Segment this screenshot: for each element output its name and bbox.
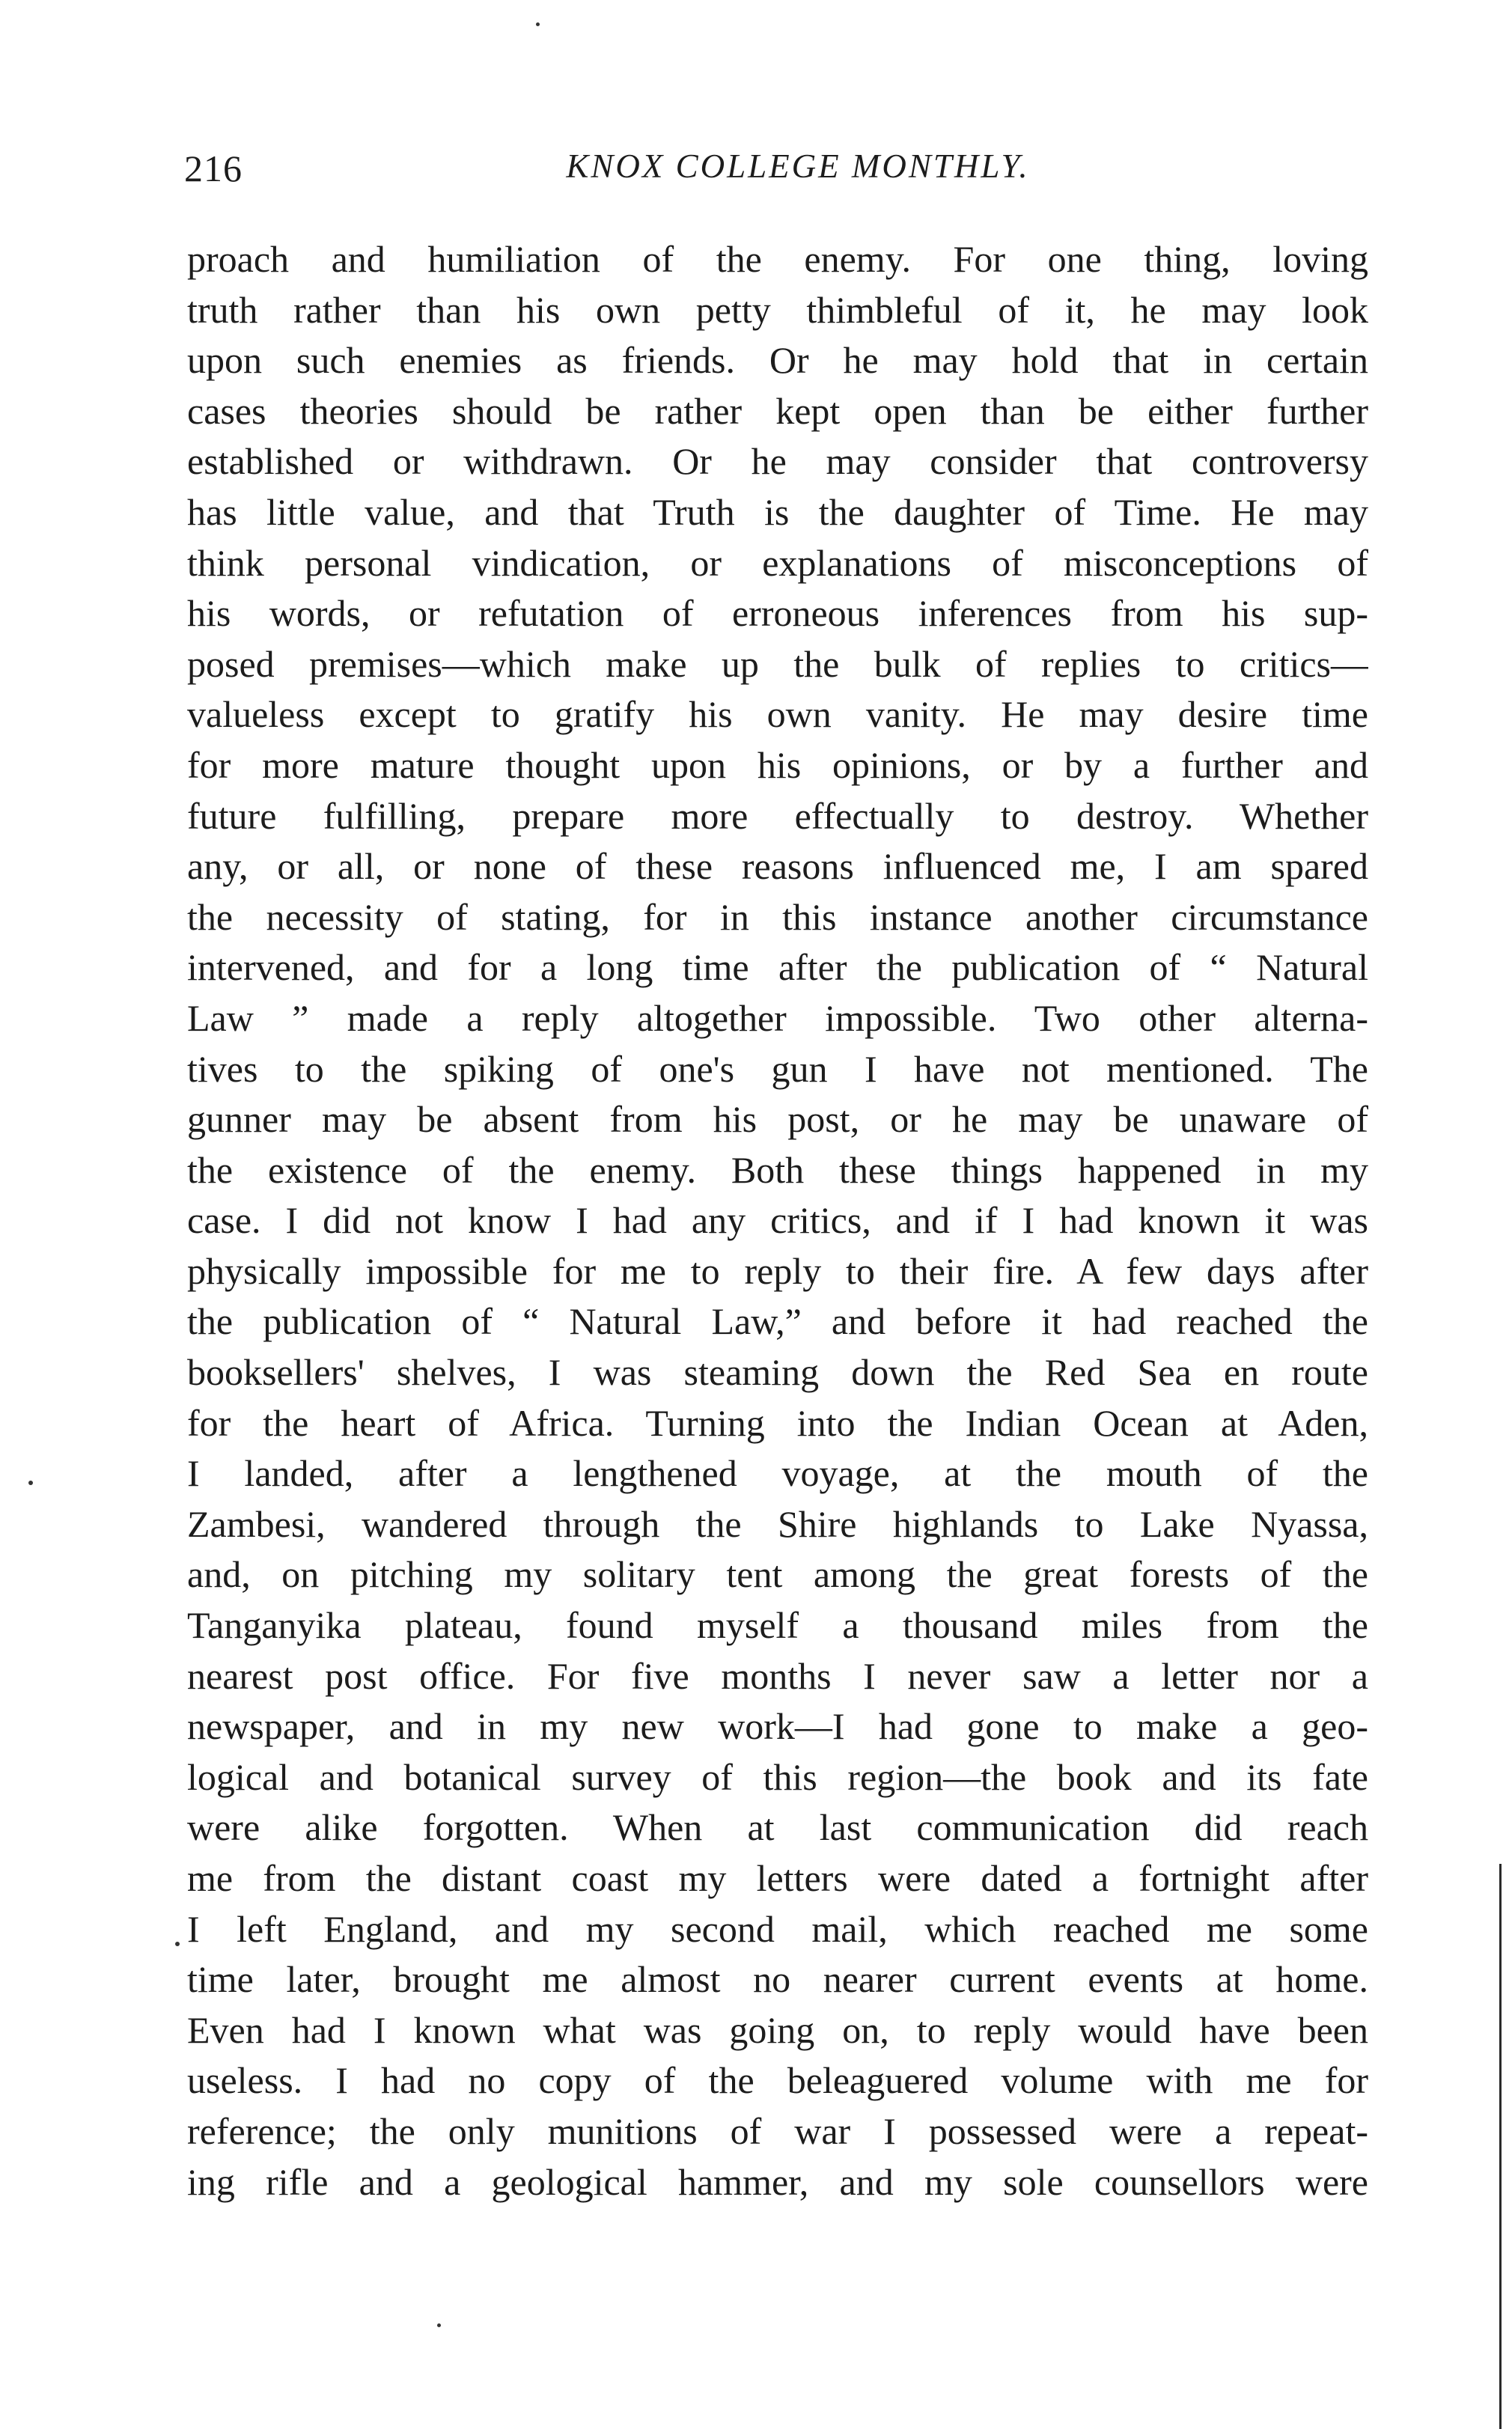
text-line: future fulfilling, prepare more effectually to destroy. Whether bbox=[187, 794, 1368, 837]
text-line: gunner may be absent from his post, or he may be unaware of bbox=[187, 1098, 1368, 1141]
text-line: I landed, after a lengthened voyage, at the mouth of the bbox=[187, 1452, 1368, 1495]
text-line: Zambesi, wandered through the Shire highlands to Lake Nyassa, bbox=[187, 1502, 1368, 1545]
text-line: nearest post office. For five months I never saw a letter nor a bbox=[187, 1654, 1368, 1697]
text-line: Tanganyika plateau, found myself a thousand miles from the bbox=[187, 1604, 1368, 1647]
ink-speck bbox=[175, 1942, 180, 1946]
text-line: Even had I known what was going on, to reply would have been bbox=[187, 2008, 1368, 2051]
text-line: logical and botanical survey of this region—the book and its fate bbox=[187, 1755, 1368, 1798]
text-line: think personal vindication, or explanations of misconceptions of bbox=[187, 541, 1368, 584]
ink-speck bbox=[28, 1481, 33, 1485]
page-number: 216 bbox=[184, 147, 243, 189]
text-line: for more mature thought upon his opinions, or by a further and bbox=[187, 743, 1368, 786]
ink-speck bbox=[536, 22, 540, 26]
text-line: truth rather than his own petty thimbleful of it, he may look bbox=[187, 288, 1368, 331]
text-line: cases theories should be rather kept open than be either further bbox=[187, 389, 1368, 432]
page-edge-rule bbox=[1499, 1864, 1502, 2429]
text-line: has little value, and that Truth is the daughter of Time. He may bbox=[187, 490, 1368, 533]
text-line: his words, or refutation of erroneous inferences from his sup- bbox=[187, 592, 1368, 635]
text-line: case. I did not know I had any critics, and if I had known it was bbox=[187, 1199, 1368, 1242]
text-line: reference; the only munitions of war I possessed were a repeat- bbox=[187, 2109, 1368, 2152]
text-line: newspaper, and in my new work—I had gone to make a geo- bbox=[187, 1705, 1368, 1748]
text-line: tives to the spiking of one's gun I have not mentioned. The bbox=[187, 1047, 1368, 1090]
text-line: posed premises—which make up the bulk of replies to critics— bbox=[187, 642, 1368, 685]
text-line: the publication of “ Natural Law,” and before it had reached the bbox=[187, 1300, 1368, 1343]
text-line: ing rifle and a geological hammer, and my sole counsellors were bbox=[187, 2160, 1368, 2203]
text-line: upon such enemies as friends. Or he may hold that in certain bbox=[187, 339, 1368, 382]
text-line: booksellers' shelves, I was steaming down the Red Sea en route bbox=[187, 1351, 1368, 1394]
text-line: me from the distant coast my letters were dated a fortnight after bbox=[187, 1857, 1368, 1899]
text-line: time later, brought me almost no nearer current events at home. bbox=[187, 1958, 1368, 2001]
text-line: established or withdrawn. Or he may consider that controversy bbox=[187, 440, 1368, 483]
text-line: proach and humiliation of the enemy. For one thing, loving bbox=[187, 238, 1368, 280]
ink-speck bbox=[437, 2323, 441, 2327]
text-line: and, on pitching my solitary tent among the great forests of the bbox=[187, 1553, 1368, 1596]
text-line: Law ” made a reply altogether impossible. Two other alterna- bbox=[187, 996, 1368, 1039]
text-line: physically impossible for me to reply to their fire. A few days after bbox=[187, 1249, 1368, 1292]
page-header bbox=[184, 147, 1367, 199]
running-title: KNOX COLLEGE MONTHLY. bbox=[566, 147, 1030, 185]
text-line: the existence of the enemy. Both these things happened in my bbox=[187, 1148, 1368, 1191]
body-text bbox=[187, 234, 1368, 2207]
text-line: the necessity of stating, for in this instance another circumstance bbox=[187, 895, 1368, 938]
text-line: for the heart of Africa. Turning into the Indian Ocean at Aden, bbox=[187, 1401, 1368, 1444]
text-line: valueless except to gratify his own vanity. He may desire time bbox=[187, 693, 1368, 736]
text-line: useless. I had no copy of the beleaguered volume with me for bbox=[187, 2059, 1368, 2102]
text-line: any, or all, or none of these reasons influenced me, I am spared bbox=[187, 845, 1368, 888]
text-line: I left England, and my second mail, which reached me some bbox=[187, 1907, 1368, 1950]
text-line: were alike forgotten. When at last communication did reach bbox=[187, 1806, 1368, 1849]
text-line: intervened, and for a long time after the publication of “ Natural bbox=[187, 946, 1368, 989]
